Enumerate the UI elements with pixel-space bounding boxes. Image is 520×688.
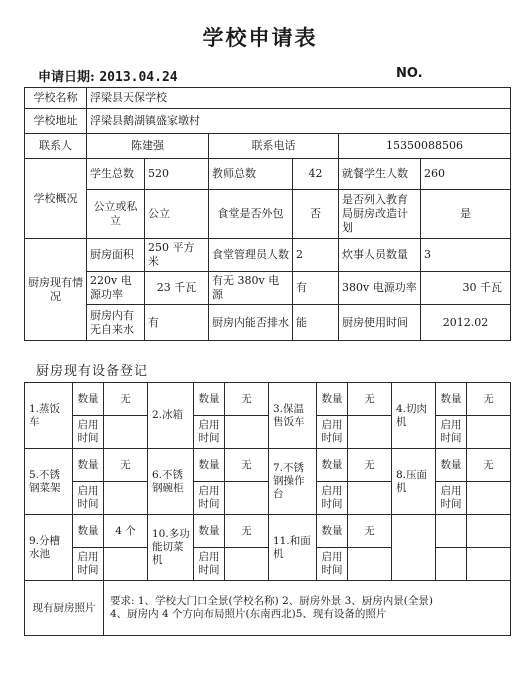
qty-label: 数量: [436, 383, 467, 416]
start-time-label: 启用时间: [436, 482, 467, 515]
students-label: 学生总数: [87, 159, 145, 190]
kitchen-row-2: [25, 272, 511, 305]
date-label: 申请日期:: [38, 70, 95, 85]
equipment-name: 6.不锈钢碗柜: [148, 449, 194, 515]
start-time-value: [467, 482, 511, 515]
equipment-row: [25, 515, 511, 548]
equipment-row: [25, 449, 511, 482]
qty-label: 数量: [317, 449, 348, 482]
kitchen-area-value: 250 平方米: [145, 239, 209, 272]
power-380v-value: 30 千瓦: [421, 272, 511, 305]
start-time-label: 启用时间: [436, 416, 467, 449]
empty-cell: [436, 548, 467, 581]
phone-value: 15350088506: [339, 134, 511, 159]
qty-label: 数量: [194, 449, 225, 482]
kitchen-label: 厨房现有情况: [25, 239, 87, 341]
form-number-label: NO.: [396, 66, 423, 81]
renovation-plan-label: 是否列入教育局厨房改造计划: [339, 190, 421, 239]
start-time-label: 启用时间: [317, 548, 348, 581]
qty-value: 无: [225, 449, 269, 482]
qty-value: 无: [104, 449, 148, 482]
photos-requirements: [104, 581, 511, 636]
qty-label: 数量: [317, 383, 348, 416]
qty-label: 数量: [317, 515, 348, 548]
empty-cell: [436, 515, 467, 548]
equipment-row: [25, 548, 511, 581]
drainage-value: 能: [293, 305, 339, 341]
school-type-value: 公立: [145, 190, 209, 239]
drainage-label: 厨房内能否排水: [209, 305, 293, 341]
equipment-name: 11.和面机: [269, 515, 317, 581]
canteen-staff-value: 2: [293, 239, 339, 272]
phone-label: 联系电话: [209, 134, 339, 159]
equipment-name: 9.分槽水池: [25, 515, 73, 581]
teachers-label: 教师总数: [209, 159, 293, 190]
start-time-value: [467, 416, 511, 449]
kitchen-row-1: [25, 239, 511, 272]
canteen-staff-label: 食堂管理员人数: [209, 239, 293, 272]
start-time-value: [225, 482, 269, 515]
equipment-name: 5.不锈钢菜架: [25, 449, 73, 515]
power-220v-value: 23 千瓦: [145, 272, 209, 305]
equipment-name: 8.压面机: [392, 449, 436, 515]
equipment-name: 4.切肉机: [392, 383, 436, 449]
qty-value: 无: [467, 449, 511, 482]
start-time-label: 启用时间: [317, 416, 348, 449]
canteen-outsourced-value: 否: [293, 190, 339, 239]
photos-row: [25, 581, 511, 636]
dining-students-label: 就餐学生人数: [339, 159, 421, 190]
equipment-name: 10.多功能切菜机: [148, 515, 194, 581]
photos-label: 现有厨房照片: [25, 581, 104, 636]
qty-label: 数量: [73, 449, 104, 482]
start-time-value: [348, 416, 392, 449]
overview-row-1: [25, 159, 511, 190]
start-time-value: [104, 548, 148, 581]
qty-value: 无: [348, 515, 392, 548]
qty-value: 无: [225, 515, 269, 548]
start-time-label: 启用时间: [194, 548, 225, 581]
tap-water-label: 厨房内有无自来水: [87, 305, 145, 341]
qty-value: 无: [348, 383, 392, 416]
school-type-label: 公立或私立: [87, 190, 145, 239]
equipment-name: 3.保温售饭车: [269, 383, 317, 449]
school-name-label: 学校名称: [25, 88, 87, 109]
school-name-value: 浮梁县天保学校: [87, 88, 511, 109]
kitchen-use-time-value: 2012.02: [421, 305, 511, 341]
start-time-value: [104, 482, 148, 515]
students-value: 520: [145, 159, 209, 190]
start-time-label: 启用时间: [73, 482, 104, 515]
qty-value: 无: [104, 383, 148, 416]
power-220v-label: 220v 电源功率: [87, 272, 145, 305]
tap-water-value: 有: [145, 305, 209, 341]
qty-value: 无: [225, 383, 269, 416]
equipment-name: 7.不锈钢操作台: [269, 449, 317, 515]
application-date: [38, 66, 178, 85]
qty-label: 数量: [73, 515, 104, 548]
qty-value: 无: [348, 449, 392, 482]
start-time-value: [104, 416, 148, 449]
photos-requirement-line-1: 要求: 1、学校大门口全景(学校名称) 2、厨房外景 3、厨房内景(全景): [110, 595, 433, 607]
equipment-section-title: 厨房现有设备登记: [36, 364, 149, 379]
canteen-outsourced-label: 食堂是否外包: [209, 190, 293, 239]
dining-students-value: 260: [421, 159, 511, 190]
school-name-row: [25, 88, 511, 109]
empty-cell: [392, 515, 436, 581]
equipment-name: 2.冰箱: [148, 383, 194, 449]
form-title: 学校申请表: [202, 25, 318, 50]
kitchen-row-3: [25, 305, 511, 341]
renovation-plan-value: 是: [421, 190, 511, 239]
equipment-table: [24, 382, 511, 636]
equipment-name: 1.蒸饭车: [25, 383, 73, 449]
contact-row: [25, 134, 511, 159]
start-time-label: 启用时间: [194, 416, 225, 449]
start-time-label: 启用时间: [73, 416, 104, 449]
qty-label: 数量: [73, 383, 104, 416]
qty-label: 数量: [436, 449, 467, 482]
qty-value: 无: [467, 383, 511, 416]
empty-cell: [467, 548, 511, 581]
overview-label: 学校概况: [25, 159, 87, 239]
kitchen-use-time-label: 厨房使用时间: [339, 305, 421, 341]
start-time-label: 启用时间: [73, 548, 104, 581]
start-time-value: [225, 548, 269, 581]
equipment-row: [25, 482, 511, 515]
has-380v-label: 有无 380v 电源: [209, 272, 293, 305]
school-address-value: 浮梁县鹅湖镇盛家墩村: [87, 109, 511, 134]
qty-label: 数量: [194, 383, 225, 416]
start-time-value: [348, 482, 392, 515]
has-380v-value: 有: [293, 272, 339, 305]
power-380v-label: 380v 电源功率: [339, 272, 421, 305]
school-info-table: [24, 87, 511, 341]
teachers-value: 42: [293, 159, 339, 190]
equipment-row: [25, 416, 511, 449]
cooks-value: 3: [421, 239, 511, 272]
start-time-value: [225, 416, 269, 449]
contact-value: 陈建强: [87, 134, 209, 159]
photos-requirement-line-2: 4、厨房内 4 个方向布局照片(东南西北)5、现有设备的照片: [110, 608, 387, 620]
start-time-label: 启用时间: [317, 482, 348, 515]
qty-value: 4 个: [104, 515, 148, 548]
school-address-row: [25, 109, 511, 134]
equipment-row: [25, 383, 511, 416]
cooks-label: 炊事人员数量: [339, 239, 421, 272]
kitchen-area-label: 厨房面积: [87, 239, 145, 272]
qty-label: 数量: [194, 515, 225, 548]
empty-cell: [467, 515, 511, 548]
contact-label: 联系人: [25, 134, 87, 159]
overview-row-2: [25, 190, 511, 239]
date-value: 2013.04.24: [99, 70, 178, 85]
start-time-value: [348, 548, 392, 581]
start-time-label: 启用时间: [194, 482, 225, 515]
school-address-label: 学校地址: [25, 109, 87, 134]
